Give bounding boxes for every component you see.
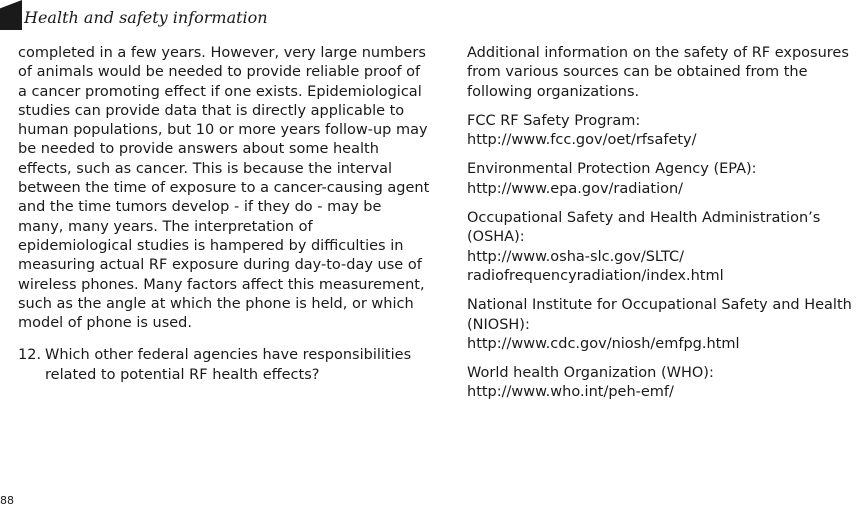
org-url-link[interactable]: http://www.who.int/peh-emf/	[467, 384, 674, 401]
org-entry-epa	[467, 160, 861, 199]
numbered-question	[18, 346, 430, 385]
question-number: 12.	[18, 347, 42, 364]
org-entry-fcc	[467, 112, 861, 151]
org-name: Environmental Protection Agency (EPA):	[467, 161, 757, 178]
header-accent-bar	[0, 0, 22, 30]
org-name: FCC RF Safety Program:	[467, 112, 641, 129]
body-paragraph: completed in a few years. However, very large numbers of animals would be needed to provide reliable proof of a cancer promoting effect if one exists. Epidemiological studies can provide data that is directly applicable to human populations, but 10 or more years follow-up may be needed to provide answers about some health effects, such as cancer. This is because the interval between the time of exposure to a cancer-causing agent and the time tumors develop - if they do - may be many, many years. The interpretation of epidemiological studies is hampered by difficulties in measuring actual RF exposure during day-to-day use of wireless phones. Many factors affect this measurement, such as the angle at which the phone is held, or which model of phone is used.	[18, 45, 430, 332]
org-entry-osha	[467, 209, 861, 286]
org-name: Occupational Safety and Health Administration’s (OSHA):	[467, 210, 821, 246]
page-header-title: Health and safety information	[24, 8, 268, 27]
org-url-link[interactable]: http://www.cdc.gov/niosh/emfpg.html	[467, 335, 740, 352]
intro-paragraph: Additional information on the safety of RF exposures from various sources can be obtained from the following organizations.	[467, 45, 849, 100]
org-name: National Institute for Occupational Safety and Health (NIOSH):	[467, 297, 852, 333]
org-name: World health Organization (WHO):	[467, 365, 714, 382]
right-column	[467, 44, 861, 413]
question-text: Which other federal agencies have responsibilities related to potential RF health effects?	[45, 347, 412, 383]
org-entry-niosh	[467, 296, 861, 354]
page-number: 88	[0, 494, 14, 507]
left-column	[18, 44, 430, 385]
org-entry-who	[467, 364, 861, 403]
org-url-link[interactable]: http://www.epa.gov/radiation/	[467, 180, 684, 197]
org-url-link[interactable]: http://www.fcc.gov/oet/rfsafety/	[467, 132, 697, 149]
org-url-link[interactable]: http://www.osha-slc.gov/SLTC/ radiofrequencyradiation/index.html	[467, 248, 724, 284]
